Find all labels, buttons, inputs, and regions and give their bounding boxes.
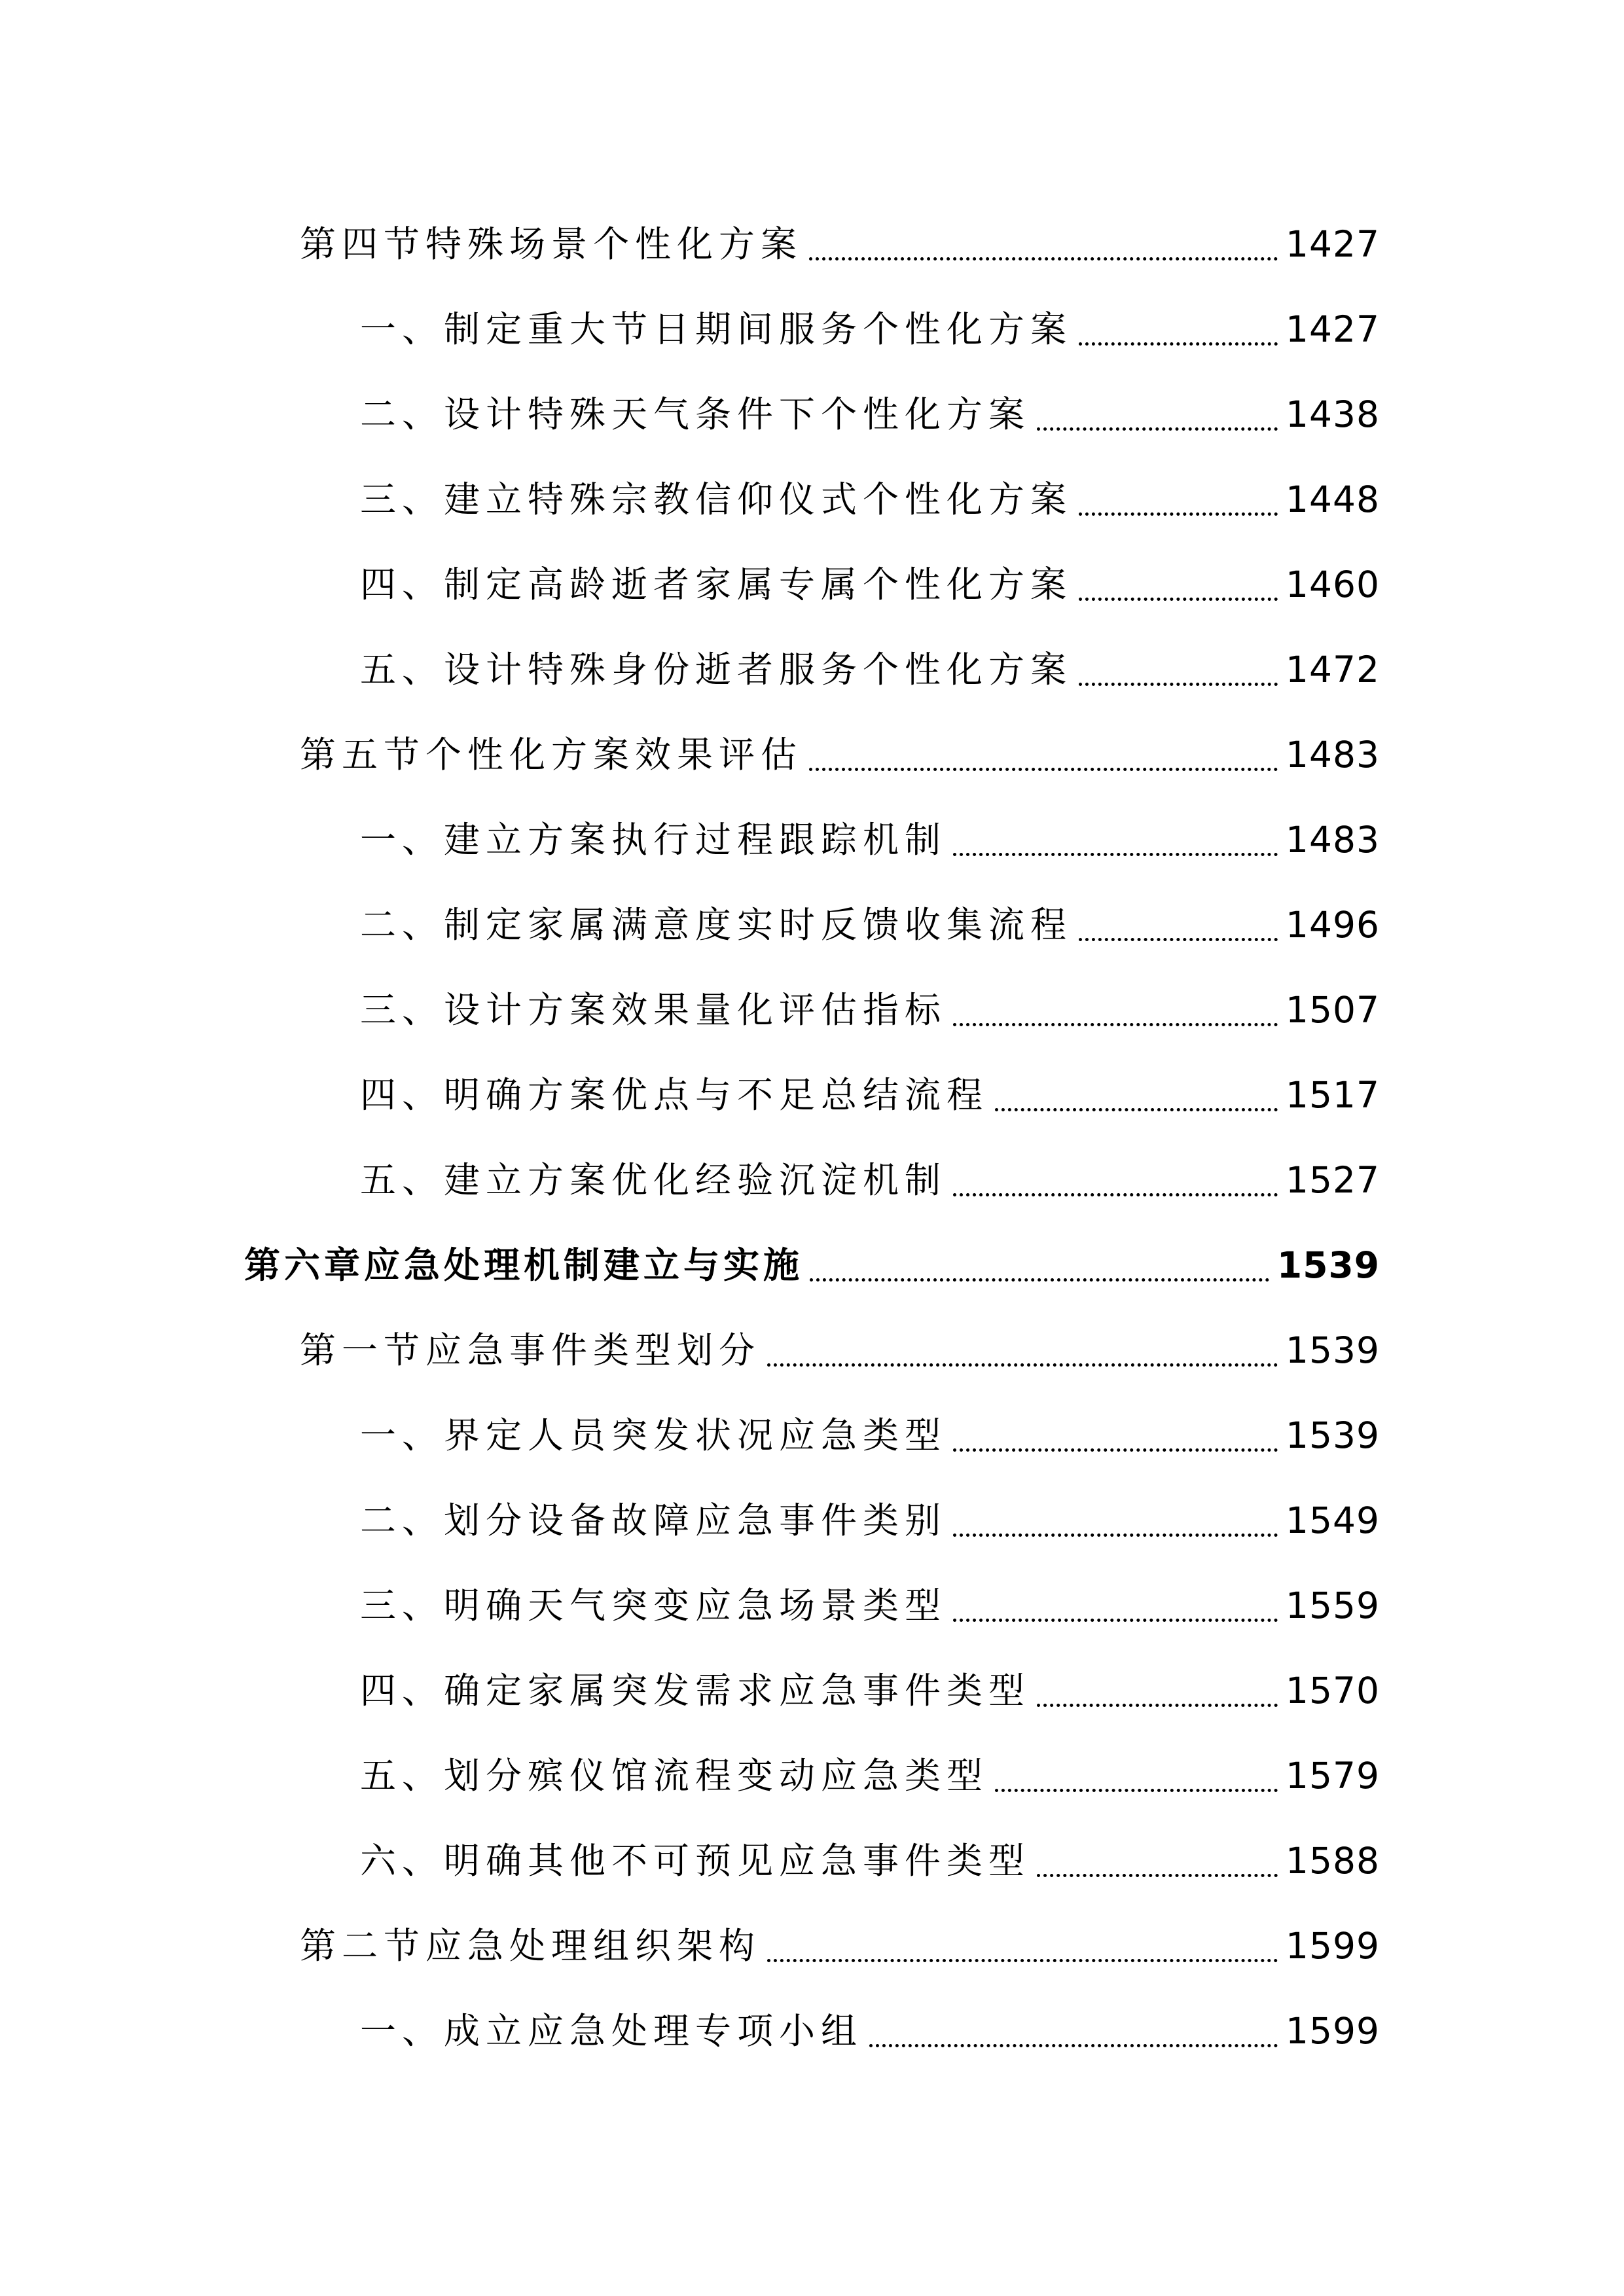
toc-entry-title: 三、设计方案效果量化评估指标 [360, 989, 947, 1031]
toc-entry-title: 第二节应急处理组织架构 [300, 1925, 761, 1967]
toc-entry-title: 第一节应急事件类型划分 [300, 1329, 761, 1371]
dot-leader [953, 1619, 1278, 1622]
toc-entry-page: 1427 [1286, 308, 1380, 350]
toc-entry[interactable] [360, 1740, 1380, 1803]
toc-entry[interactable] [360, 1825, 1380, 1888]
dot-leader [1037, 427, 1278, 431]
toc-entry-page: 1549 [1286, 1499, 1380, 1541]
toc-entry-title: 三、建立特殊宗教信仰仪式个性化方案 [360, 478, 1073, 520]
toc-entry[interactable] [360, 804, 1380, 867]
dot-leader [1079, 342, 1278, 346]
toc-entry-page: 1517 [1286, 1074, 1380, 1116]
toc-entry-title: 一、建立方案执行过程跟踪机制 [360, 819, 947, 861]
toc-entry[interactable] [300, 1314, 1380, 1377]
dot-leader [953, 1193, 1278, 1196]
toc-entry[interactable] [360, 889, 1380, 952]
dot-leader [1079, 598, 1278, 601]
toc-entry-title: 第四节特殊场景个性化方案 [300, 223, 803, 265]
toc-entry[interactable] [244, 1229, 1380, 1292]
dot-leader [1079, 512, 1278, 516]
toc-entry-page: 1448 [1286, 478, 1380, 520]
toc-entry-page: 1539 [1276, 1244, 1380, 1286]
toc-entry-title: 四、明确方案优点与不足总结流程 [360, 1074, 989, 1116]
dot-leader [1037, 1874, 1278, 1877]
toc-entry-title: 一、制定重大节日期间服务个性化方案 [360, 308, 1073, 350]
toc-entry-page: 1588 [1286, 1840, 1380, 1882]
dot-leader [810, 1278, 1269, 1282]
dot-leader [767, 1959, 1278, 1962]
toc-entry[interactable] [360, 974, 1380, 1037]
dot-leader [767, 1363, 1278, 1367]
dot-leader [809, 257, 1278, 260]
toc-entry-title: 五、划分殡仪馆流程变动应急类型 [360, 1755, 989, 1797]
toc-entry-page: 1460 [1286, 564, 1380, 605]
toc-entry[interactable] [360, 634, 1380, 696]
toc-entry[interactable] [360, 548, 1380, 611]
dot-leader [953, 853, 1278, 856]
toc-entry-page: 1539 [1286, 1329, 1380, 1371]
toc-entry[interactable] [300, 208, 1380, 271]
toc-entry-page: 1507 [1286, 989, 1380, 1031]
toc-entry-title: 二、制定家属满意度实时反馈收集流程 [360, 904, 1073, 946]
toc-entry-page: 1599 [1286, 1925, 1380, 1967]
toc-entry-page: 1599 [1286, 2010, 1380, 2052]
toc-entry-page: 1570 [1286, 1670, 1380, 1712]
dot-leader [1079, 683, 1278, 686]
toc-entry-page: 1472 [1286, 649, 1380, 691]
dot-leader [953, 1534, 1278, 1537]
toc-entry[interactable] [360, 463, 1380, 526]
toc-entry-title: 五、设计特殊身份逝者服务个性化方案 [360, 649, 1073, 691]
toc-entry[interactable] [360, 378, 1380, 441]
dot-leader [809, 768, 1278, 771]
toc-entry-page: 1579 [1286, 1755, 1380, 1797]
toc-entry[interactable] [300, 719, 1380, 781]
toc-entry[interactable] [360, 1995, 1380, 2058]
toc-entry-title: 一、成立应急处理专项小组 [360, 2010, 863, 2052]
toc-entry-page: 1427 [1286, 223, 1380, 265]
toc-entry-page: 1438 [1286, 393, 1380, 435]
toc-entry-page: 1539 [1286, 1414, 1380, 1456]
toc-entry-title: 四、制定高龄逝者家属专属个性化方案 [360, 564, 1073, 605]
dot-leader [953, 1448, 1278, 1452]
toc-entry[interactable] [360, 1570, 1380, 1632]
toc-entry-page: 1527 [1286, 1159, 1380, 1201]
toc-entry[interactable] [360, 1144, 1380, 1207]
toc-entry[interactable] [300, 1910, 1380, 1973]
toc-entry-title: 二、划分设备故障应急事件类别 [360, 1499, 947, 1541]
toc-entry-title: 二、设计特殊天气条件下个性化方案 [360, 393, 1031, 435]
toc-entry-title: 一、界定人员突发状况应急类型 [360, 1414, 947, 1456]
toc-entry[interactable] [360, 1655, 1380, 1717]
toc-entry-page: 1496 [1286, 904, 1380, 946]
toc-entry-title: 五、建立方案优化经验沉淀机制 [360, 1159, 947, 1201]
toc-entry[interactable] [360, 1399, 1380, 1462]
toc-entry-page: 1483 [1286, 819, 1380, 861]
dot-leader [995, 1789, 1278, 1792]
toc-entry[interactable] [360, 1484, 1380, 1547]
toc-entry-title: 第六章应急处理机制建立与实施 [244, 1244, 804, 1286]
toc-entry-page: 1483 [1286, 734, 1380, 776]
dot-leader [953, 1023, 1278, 1026]
toc-entry-title: 六、明确其他不可预见应急事件类型 [360, 1840, 1031, 1882]
toc-entry-title: 三、明确天气突变应急场景类型 [360, 1585, 947, 1626]
dot-leader [1037, 1704, 1278, 1707]
dot-leader [869, 2044, 1278, 2047]
toc-entry-title: 第五节个性化方案效果评估 [300, 734, 803, 776]
toc-entry-page: 1559 [1286, 1585, 1380, 1626]
toc-entry[interactable] [360, 293, 1380, 356]
toc-entry-title: 四、确定家属突发需求应急事件类型 [360, 1670, 1031, 1712]
toc-entry[interactable] [360, 1059, 1380, 1122]
dot-leader [995, 1108, 1278, 1111]
dot-leader [1079, 938, 1278, 941]
